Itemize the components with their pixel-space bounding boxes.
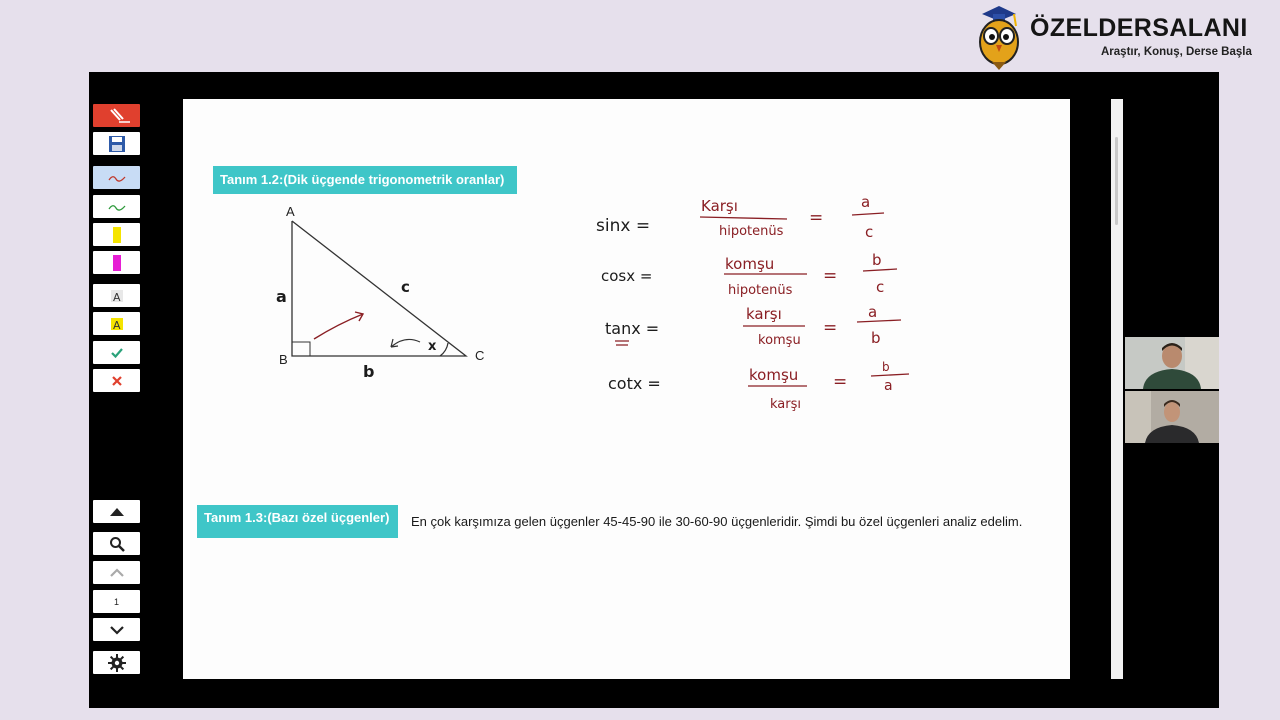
definition-1-2-heading: Tanım 1.2:(Dik üçgende trigonometrik oranlar) [213, 166, 517, 194]
equals-sign: = [809, 208, 824, 228]
vertex-a-label: A [286, 204, 295, 219]
denominator: hipotenüs [719, 224, 784, 239]
pen-tool-button[interactable] [93, 104, 140, 127]
result-bar [871, 374, 909, 376]
next-page-button[interactable] [93, 618, 140, 641]
participant-video-2[interactable] [1125, 391, 1219, 443]
formula-tan [605, 303, 901, 348]
result-bar [857, 320, 901, 322]
underline-mark [615, 341, 629, 345]
save-button[interactable] [93, 132, 140, 155]
numerator: Karşı [701, 197, 738, 215]
numerator: karşı [746, 305, 782, 323]
scrollbar-thumb[interactable] [1115, 137, 1118, 225]
formula-label: tanx = [605, 319, 660, 338]
side-a-label: a [276, 287, 287, 306]
highlighter-yellow-icon [112, 227, 122, 243]
result-denominator: a [884, 378, 893, 394]
owl-logo-icon [972, 2, 1026, 72]
definition-1-3-heading: Tanım 1.3:(Bazı özel üçgenler) [197, 505, 398, 538]
angle-x-label: x [428, 339, 437, 354]
side-b-label: b [363, 362, 375, 381]
result-denominator: c [876, 278, 885, 296]
svg-text:A: A [112, 290, 121, 304]
formula-label: cosx = [601, 267, 653, 285]
search-icon [109, 536, 125, 552]
denominator: komşu [758, 333, 801, 348]
text-highlight-icon [109, 316, 125, 332]
participant-avatar-icon [1125, 391, 1219, 443]
angle-arc [440, 343, 448, 356]
numerator: komşu [749, 366, 799, 384]
pen-green-line-icon [107, 201, 127, 213]
formula-sin [596, 193, 884, 241]
cancel-button[interactable] [93, 369, 140, 392]
denominator: hipotenüs [728, 283, 793, 298]
result-numerator: a [861, 193, 871, 211]
brand-name: ÖZELDERSALANI [1030, 14, 1248, 42]
page-number: 1 [93, 590, 140, 613]
definition-1-3-text: En çok karşımıza gelen üçgenler 45-45-90 ile 30-60-90 üçgenleridir. Şimdi bu özel üçgenleri analiz edelim. [411, 514, 1023, 529]
participant-video-1[interactable] [1125, 337, 1219, 389]
text-icon [109, 288, 125, 304]
svg-text:A: A [112, 318, 121, 332]
settings-button[interactable] [93, 651, 140, 674]
zoom-button[interactable] [93, 532, 140, 555]
chevron-up-icon [109, 568, 125, 578]
yellow-highlighter-button[interactable] [93, 223, 140, 246]
result-numerator: b [882, 360, 890, 374]
result-bar [852, 213, 884, 215]
pen-red-line-icon [107, 172, 127, 184]
side-c-label: c [401, 278, 410, 296]
formula-cos [601, 251, 897, 298]
pen-red-icon [102, 106, 132, 126]
result-numerator: a [868, 303, 878, 321]
gear-icon [108, 654, 126, 672]
result-denominator: c [865, 223, 874, 241]
chevron-down-icon [109, 625, 125, 635]
arrow-to-hypotenuse [314, 314, 363, 339]
brand-header [972, 2, 1272, 72]
numerator: komşu [725, 255, 775, 273]
close-icon [111, 375, 123, 387]
magenta-highlighter-button[interactable] [93, 251, 140, 274]
denominator: karşı [770, 397, 801, 412]
formula-label: cotx = [608, 374, 661, 393]
triangle-drawing [183, 99, 1070, 679]
green-pen-tool-button[interactable] [93, 195, 140, 218]
equals-sign: = [823, 318, 838, 338]
text-tool-button[interactable] [93, 284, 140, 307]
save-icon [108, 135, 126, 153]
previous-page-button[interactable] [93, 561, 140, 584]
page-up-button[interactable] [93, 500, 140, 523]
whiteboard[interactable] [183, 99, 1070, 679]
highlighter-magenta-icon [112, 255, 122, 271]
triangle-up-icon [109, 507, 125, 517]
text-highlight-tool-button[interactable] [93, 312, 140, 335]
formula-cot [608, 360, 909, 412]
brand-tagline: Araştır, Konuş, Derse Başla [1101, 46, 1252, 58]
result-bar [863, 269, 897, 271]
result-numerator: b [872, 251, 882, 269]
participant-avatar-icon [1125, 337, 1219, 389]
confirm-button[interactable] [93, 341, 140, 364]
formula-label: sinx = [596, 216, 651, 236]
vertex-b-label: B [279, 352, 288, 367]
equals-sign: = [823, 266, 838, 286]
check-icon [110, 347, 124, 359]
equals-sign: = [833, 372, 848, 392]
fraction-bar [700, 217, 787, 219]
vertex-c-label: C [475, 348, 485, 363]
result-denominator: b [871, 329, 881, 347]
right-angle-mark [292, 342, 310, 356]
red-pen-tool-button[interactable] [93, 166, 140, 189]
